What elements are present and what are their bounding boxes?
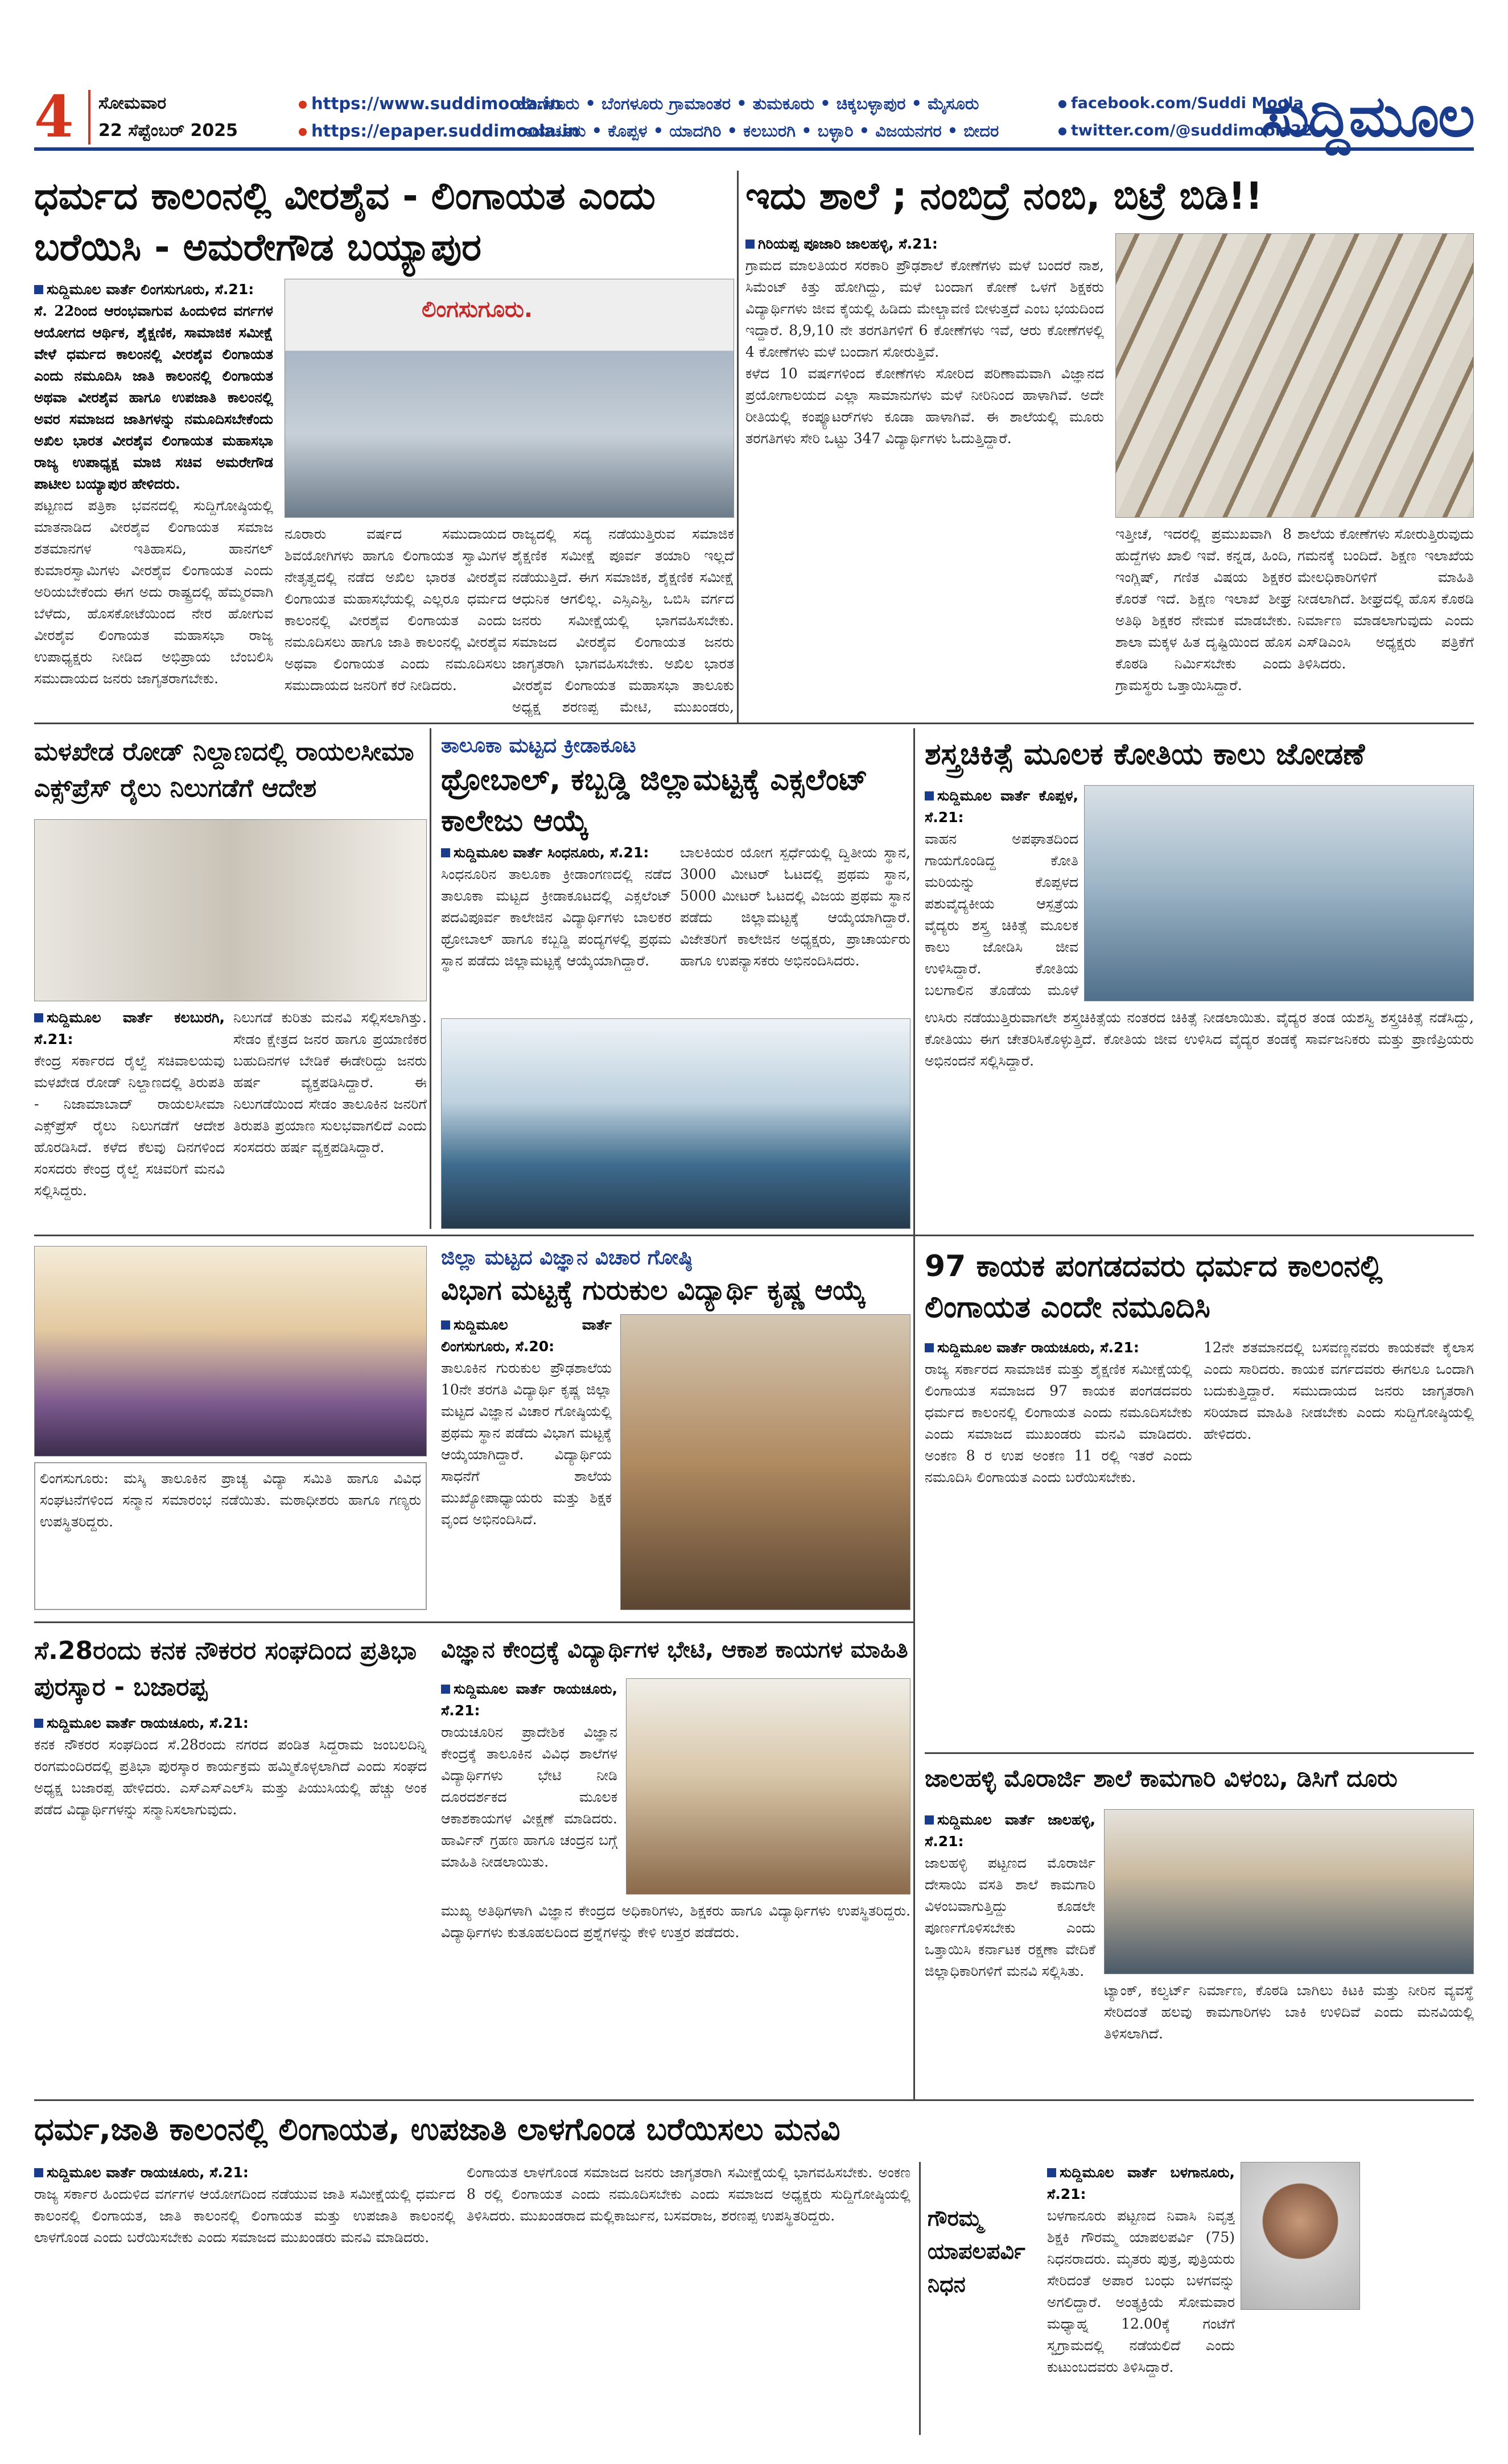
- column-divider: [430, 728, 431, 1229]
- issue-day: ಸೋಮವಾರ: [98, 93, 167, 113]
- article-9-body-1: ರಾಯಚೂರಿನ ಪ್ರಾದೇಶಿಕ ವಿಜ್ಞಾನ ಕೇಂದ್ರಕ್ಕೆ ತಾಲೂಕಿನ ವಿವಿಧ ಶಾಲೆಗಳ ವಿದ್ಯಾರ್ಥಿಗಳು ಭೇಟಿ ನೀಡಿ ದೂರದರ್ಶಕದ ಮೂಲಕ ಆಕಾಶಕಾಯಗಳ ವೀಕ್ಷಣೆ ಮಾಡಿದರು. ಹಾರ್ವಿನ್ ಗ್ರಹಣ ಹಾಗೂ ಚಂದ್ರನ ಬಗ್ಗೆ ಮಾಹಿತಿ ನೀಡಲಾಯಿತು.: [441, 1724, 617, 1870]
- cities-row-1: ಬೆಂಗಳೂರು • ಬೆಂಗಳೂರು ಗ್ರಾಮಾಂತರ • ತುಮಕೂರು • ಚಿಕ್ಕಬಳ್ಳಾಪುರ • ಮೈಸೂರು: [518, 94, 979, 113]
- article-5-body-2: ಉಸಿರು ನಡೆಯುತ್ತಿರುವಾಗಲೇ ಶಸ್ತ್ರಚಿಕಿತ್ಸೆಯ ನಂತರದ ಚಿಕಿತ್ಸೆ ನೀಡಲಾಯಿತು. ವೈದ್ಯರ ತಂಡ ಯಶಸ್ವಿ ಶಸ್ತ್ರಚಿಕಿತ್ಸೆ ನಡೆಸಿದ್ದು, ಕೋತಿಯು ಈಗ ಚೇತರಿಸಿಕೊಳ್ಳುತ್ತಿದೆ. ಕೋತಿಯ ಜೀವ ಉಳಿಸಿದ ವೈದ್ಯರ ತಂಡಕ್ಕೆ ಸಾರ್ವಜನಿಕರು ಮತ್ತು ಪ್ರಾಣಿಪ್ರಿಯರು ಅಭಿನಂದನೆ ಸಲ್ಲಿಸಿದ್ದಾರೆ.: [925, 1009, 1474, 1069]
- article-10-body-1: ಜಾಲಹಳ್ಳಿ ಪಟ್ಟಣದ ಮೊರಾರ್ಜಿ ದೇಸಾಯಿ ವಸತಿ ಶಾಲೆ ಕಾಮಗಾರಿ ವಿಳಂಬವಾಗುತ್ತಿದ್ದು ಕೂಡಲೇ ಪೂರ್ಣಗೊಳಿಸಬೇಕು ಎಂದು ಒತ್ತಾಯಿಸಿ ಕರ್ನಾಟಕ ರಕ್ಷಣಾ ವೇದಿಕೆ ಜಿಲ್ಲಾಧಿಕಾರಿಗಳಿಗೆ ಮನವಿ ಸಲ್ಲಿಸಿತು.: [925, 1855, 1095, 1979]
- article-7-body-2: 12ನೇ ಶತಮಾನದಲ್ಲಿ ಬಸವಣ್ಣನವರು ಕಾಯಕವೇ ಕೈಲಾಸ ಎಂದು ಸಾರಿದರು. ಕಾಯಕ ವರ್ಗದವರು ಈಗಲೂ ಒಂದಾಗಿ ಬದುಕುತ್ತಿದ್ದಾರೆ. ಸಮುದಾಯದ ಜನರು ಜಾಗೃತರಾಗಿ ಸರಿಯಾದ ಮಾಹಿತಿ ನೀಡಬೇಕು ಎಂದು ಸುದ್ದಿಗೋಷ್ಠಿಯಲ್ಲಿ ಹೇಳಿದರು.: [1204, 1339, 1474, 1442]
- article-2-body-2: ಕಳೆದ 10 ವರ್ಷಗಳಿಂದ ಕೋಣೆಗಳು ಸೋರಿದ ಪರಿಣಾಮವಾಗಿ ವಿಜ್ಞಾನದ ಪ್ರಯೋಗಾಲಯದ ಎಲ್ಲಾ ಸಾಮಾನುಗಳು ಮಳೆ ನೀರಿನಿಂದ ಹಾಳಾಗಿವೆ. ಅದೇ ರೀತಿಯಲ್ಲಿ ಕಂಪ್ಯೂಟರ್‌ಗಳು ಕೂಡಾ ಹಾಳಾಗಿವೆ. ಈ ಶಾಲೆಯಲ್ಲಿ ಮೂರು ತರಗತಿಗಳು ಸೇರಿ ಒಟ್ಟು 347 ವಿದ್ಯಾರ್ಥಿಗಳು ಓದುತ್ತಿದ್ದಾರೆ.: [745, 365, 1104, 447]
- article-7-headline: 97 ಕಾಯಕ ಪಂಗಡದವರು ಧರ್ಮದ ಕಾಲಂನಲ್ಲಿ ಲಿಂಗಾಯತ ಎಂದೇ ನಮೂದಿಸಿ: [925, 1249, 1383, 1324]
- article-2-byline: ಗಿರಿಯಪ್ಪ ಪೂಜಾರಿ ಜಾಲಹಳ್ಳಿ, ಸೆ.21:: [745, 233, 1104, 255]
- article-2-body-1: ಗ್ರಾಮದ ಮಾಲತಿಯರ ಸರಕಾರಿ ಪ್ರೌಢಶಾಲೆ ಕೋಣೆಗಳು ಮಳೆ ಬಂದರೆ ನಾಶ, ಸಿಮೆಂಟ್ ಕಿತ್ತು ಹೋಗಿದ್ದು, ಮಳೆ ಬಂದಾಗ ಕೋಣೆ ಒಳಗೆ ಶಿಕ್ಷಕರು ವಿದ್ಯಾರ್ಥಿಗಳು ಜೀವ ಕೈಯಲ್ಲಿ ಹಿಡಿದು ಮೇಲ್ಚಾವಣಿ ಬೀಳುತ್ತದೆ ಎಂಬ ಭಯದಿಂದ ಇದ್ದಾರೆ. 8,9,10 ನೇ ತರಗತಿಗಳಿಗೆ 6 ಕೋಣೆಗಳು ಇವೆ, ಆರು ಕೋಣೆಗಳಲ್ಲಿ 4 ಕೋಣೆಗಳು ಮಳೆ ಬಂದಾಗ ಸೋರುತ್ತಿವೆ.: [745, 257, 1104, 360]
- article-8-byline: ಸುದ್ದಿಮೂಲ ವಾರ್ತೆ ರಾಯಚೂರು, ಸೆ.21:: [34, 1712, 427, 1734]
- globe-icon: [299, 128, 307, 136]
- square-bullet-icon: [925, 1815, 934, 1825]
- article-11-column-1: [34, 2162, 455, 2435]
- row-divider: [34, 1235, 1474, 1236]
- article-4-column-1: [441, 842, 671, 1013]
- article-10-headline: ಜಾಲಹಳ್ಳಿ ಮೊರಾರ್ಜಿ ಶಾಲೆ ಕಾಮಗಾರಿ ವಿಳಂಬ, ಡಿಸಿಗೆ ದೂರು: [925, 1764, 1398, 1792]
- article-1-body-3: ರಾಜ್ಯದಲ್ಲಿ ಸದ್ಯ ನಡೆಯುತ್ತಿರುವ ಸಮಾಜಿಕ ಶೈಕ್ಷಣಿಕ ಸಮೀಕ್ಷೆ ಪೂರ್ವ ತಯಾರಿ ಇಲ್ಲದೆ ನಡೆಯುತ್ತಿದೆ. ಈಗ ಸಮಾಜಿಕ, ಶೈಕ್ಷಣಿಕ ಸಮೀಕ್ಷೆ ಆಧುನಿಕ ಆಗಲಿಲ್ಲ. ಎಸ್ಸಿಎಸ್ಟಿ, ಒಬಿಸಿ ವರ್ಗದ ಜನರು ಸಮೀಕ್ಷೆಯಲ್ಲಿ ಭಾಗವಹಿಸಬೇಕು. ಸಮಾಜದ ವೀರಶೈವ ಲಿಂಗಾಯತ ಜನರು ಜಾಗೃತರಾಗಿ ಭಾಗವಹಿಸಬೇಕು. ಅಖಿಲ ಭಾರತ ವೀರಶೈವ ಲಿಂಗಾಯತ ಮಹಾಸಭಾ ತಾಲೂಕು ಅಧ್ಯಕ್ಷ ಶರಣಪ್ಪ ಮೇಟಿ, ಮುಖಂಡರು,: [512, 526, 734, 715]
- article-9-column-1: [441, 1678, 617, 1895]
- article-2-ceiling-photo: [1115, 233, 1474, 518]
- article-2-headline: ಇದು ಶಾಲೆ ; ನಂಬಿದ್ರೆ ನಂಬಿ, ಬಿಟ್ರೆ ಬಿಡಿ!!: [745, 174, 1263, 218]
- square-bullet-icon: [34, 1719, 43, 1728]
- article-10-body-2: ಟ್ಯಾಂಕ್, ಕಲ್ವರ್ಟ್ ನಿರ್ಮಾಣ, ಕೊಠಡಿ ಬಾಗಿಲು ಕಿಟಕಿ ಮತ್ತು ನೀರಿನ ವ್ಯವಸ್ಥೆ ಸೇರಿದಂತೆ ಹಲವು ಕಾಮಗಾರಿಗಳು ಬಾಕಿ ಉಳಿದಿವೆ ಎಂದು ಮನವಿಯಲ್ಲಿ ತಿಳಿಸಲಾಗಿದೆ.: [1104, 1982, 1474, 2042]
- cities-row-2: ರಾಯಚೂರು • ಕೊಪ್ಪಳ • ಯಾದಗಿರಿ • ಕಲಬುರಗಿ • ಬಳ್ಳಾರಿ • ವಿಜಯನಗರ • ಬೀದರ: [518, 121, 999, 141]
- globe-icon: [299, 101, 307, 109]
- article-1-byline: ಸುದ್ದಿಮೂಲ ವಾರ್ತೆ ಲಿಂಗಸುಗೂರು, ಸೆ.21:: [34, 279, 273, 300]
- article-8-headline: ಸೆ.28ರಂದು ಕನಕ ನೌಕರರ ಸಂಘದಿಂದ ಪ್ರತಿಭಾ ಪುರಸ್ಕಾರ - ಬಜಾರಪ್ಪ: [34, 1636, 417, 1702]
- square-bullet-icon: [745, 240, 755, 249]
- article-3-column-1: [34, 1007, 225, 1229]
- article-1-lead: ಸೆ. 22ರಿಂದ ಆರಂಭವಾಗುವ ಹಿಂದುಳಿದ ವರ್ಗಗಳ ಆಯೋಗದ ಆರ್ಥಿಕ, ಶೈಕ್ಷಣಿಕ, ಸಾಮಾಜಿಕ ಸಮೀಕ್ಷೆ ವೇಳೆ ಧರ್ಮದ ಕಾಲಂನಲ್ಲಿ ವೀರಶೈವ ಲಿಂಗಾಯತ ಎಂದು ನಮೂದಿಸಿ ಜಾತಿ ಕಾಲಂನಲ್ಲಿ ಲಿಂಗಾಯತ ಅಥವಾ ವೀರಶೈವ ಹಾಗೂ ಉಪಜಾತಿ ಕಾಲಂನಲ್ಲಿ ಅವರ ಸಮಾಜದ ಜಾತಿಗಳನ್ನು ನಮೂದಿಸಬೇಕೆಂದು ಅಖಿಲ ಭಾರತ ವೀರಶೈವ ಲಿಂಗಾಯತ ಮಹಾಸಭಾ ರಾಜ್ಯ ಉಪಾಧ್ಯಕ್ಷ ಮಾಜಿ ಸಚಿವ ಅಮರೇಗೌಡ ಪಾಟೀಲ ಬಯ್ಯಾಪುರ ಹೇಳಿದರು.: [34, 303, 273, 492]
- article-6-column-1: [441, 1314, 612, 1610]
- page-number: 4: [34, 83, 74, 150]
- square-bullet-icon: [441, 1320, 450, 1330]
- article-6-left-caption: ಲಿಂಗಸುಗೂರು: ಮಸ್ಕಿ ತಾಲೂಕಿನ ಪ್ರಾಚ್ಯ ವಿದ್ಯಾ ಸಮಿತಿ ಹಾಗೂ ವಿವಿಧ ಸಂಘಟನೆಗಳಿಂದ ಸನ್ಮಾನ ಸಮಾರಂಭ ನಡೆಯಿತು. ಮಠಾಧೀಶರು ಹಾಗೂ ಗಣ್ಯರು ಉಪಸ್ಥಿತರಿದ್ದರು.: [34, 1462, 427, 1610]
- issue-date-text: 22 ಸೆಪ್ಟೆಂಬರ್ 2025: [98, 121, 238, 141]
- column-divider: [913, 728, 915, 2099]
- article-10-column-1: [925, 1809, 1095, 2094]
- row-divider: [34, 2099, 1474, 2101]
- article-4-headline: ಥ್ರೋಬಾಲ್, ಕಬ್ಬಡ್ಡಿ ಜಿಲ್ಲಾಮಟ್ಟಕ್ಕೆ ಎಕ್ಸಲೆಂಟ್ ಕಾಲೇಜು ಆಯ್ಕೆ: [441, 763, 868, 838]
- obituary-portrait: [1241, 2162, 1360, 2310]
- article-1-headline: ಧರ್ಮದ ಕಾಲಂನಲ್ಲಿ ವೀರಶೈವ - ಲಿಂಗಾಯತ ಎಂದು ಬರೆಯಿಸಿ - ಅಮರೇಗೌಡ ಬಯ್ಯಾಪುರ: [34, 174, 656, 269]
- photo-banner-text: ಲಿಂಗಸುಗೂರು.: [422, 296, 533, 323]
- article-7-byline: ಸುದ್ದಿಮೂಲ ವಾರ್ತೆ ರಾಯಚೂರು, ಸೆ.21:: [925, 1337, 1192, 1359]
- article-9-body-2: ಮುಖ್ಯ ಅತಿಥಿಗಳಾಗಿ ವಿಜ್ಞಾನ ಕೇಂದ್ರದ ಅಧಿಕಾರಿಗಳು, ಶಿಕ್ಷಕರು ಹಾಗೂ ವಿದ್ಯಾರ್ಥಿಗಳು ಉಪಸ್ಥಿತರಿದ್ದರು. ವಿದ್ಯಾರ್ಥಿಗಳು ಕುತೂಹಲದಿಂದ ಪ್ರಶ್ನೆಗಳನ್ನು ಕೇಳಿ ಉತ್ತರ ಪಡೆದರು.: [441, 1902, 910, 1941]
- facebook-link[interactable]: facebook.com/Suddi Moola: [1058, 90, 1312, 117]
- article-9-headline: ವಿಜ್ಞಾನ ಕೇಂದ್ರಕ್ಕೆ ವಿದ್ಯಾರ್ಥಿಗಳ ಭೇಟಿ, ಆಕಾಶ ಕಾಯಗಳ ಮಾಹಿತಿ: [441, 1637, 908, 1663]
- row-divider: [925, 1752, 1474, 1754]
- square-bullet-icon: [1047, 2168, 1056, 2177]
- article-11-body-1: ರಾಜ್ಯ ಸರ್ಕಾರ ಹಿಂದುಳಿದ ವರ್ಗಗಳ ಆಯೋಗದಿಂದ ನಡೆಯುವ ಜಾತಿ ಸಮೀಕ್ಷೆಯಲ್ಲಿ ಧರ್ಮದ ಕಾಲಂನಲ್ಲಿ ಲಿಂಗಾಯತ, ಜಾತಿ ಕಾಲಂನಲ್ಲಿ ಲಿಂಗಾಯತ ಮತ್ತು ಉಪಜಾತಿ ಕಾಲಂನಲ್ಲಿ ಲಾಳಗೊಂಡ ಎಂದು ಬರೆಯಿಸಬೇಕು ಎಂದು ಸಮಾಜದ ಮುಖಂಡರು ಮನವಿ ಮಾಡಿದರು.: [34, 2186, 455, 2246]
- row-divider: [34, 1621, 913, 1623]
- article-1-lead-column: [34, 279, 273, 717]
- article-9-telescope-photo: [626, 1678, 910, 1895]
- twitter-icon: [1058, 127, 1066, 135]
- article-2-body-3: ಇತ್ತೀಚೆ, ಇದರಲ್ಲಿ ಪ್ರಮುಖವಾಗಿ 8 ಹುದ್ದೆಗಳು ಖಾಲಿ ಇವೆ. ಕನ್ನಡ, ಹಿಂದಿ, ಇಂಗ್ಲಿಷ್, ಗಣಿತ ವಿಷಯ ಶಿಕ್ಷಕರ ಕೊರತೆ ಇದೆ. ಶಿಕ್ಷಣ ಇಲಾಖೆ ಶೀಘ್ರ ಅತಿಥಿ ಶಿಕ್ಷಕರ ನೇಮಕ ಮಾಡಬೇಕು. ಶಾಲಾ ಮಕ್ಕಳ ಹಿತ ದೃಷ್ಟಿಯಿಂದ ಹೊಸ ಕೊಠಡಿ ನಿರ್ಮಿಸಬೇಕು ಎಂದು ಗ್ರಾಮಸ್ಥರು ಒತ್ತಾಯಿಸಿದ್ದಾರೆ.: [1115, 526, 1292, 694]
- article-5-byline: ಸುದ್ದಿಮೂಲ ವಾರ್ತೆ ಕೊಪ್ಪಳ, ಸೆ.21:: [925, 787, 1078, 826]
- article-10-byline: ಸುದ್ದಿಮೂಲ ವಾರ್ತೆ ಜಾಲಹಳ್ಳಿ, ಸೆ.21:: [925, 1811, 1095, 1850]
- article-7-column-1: [925, 1337, 1192, 1747]
- article-6-headline: ವಿಭಾಗ ಮಟ್ಟಕ್ಕೆ ಗುರುಕುಲ ವಿದ್ಯಾರ್ಥಿ ಕೃಷ್ಣ ಆಯ್ಕೆ: [441, 1274, 866, 1306]
- article-4-body-2: ಬಾಲಕಿಯರ ಯೋಗ ಸ್ಪರ್ಧೆಯಲ್ಲಿ ದ್ವಿತೀಯ ಸ್ಥಾನ, 3000 ಮೀಟರ್ ಓಟದಲ್ಲಿ ಪ್ರಥಮ ಸ್ಥಾನ, 5000 ಮೀಟರ್ ಓಟದಲ್ಲಿ ವಿಜಯ ಪ್ರಥಮ ಸ್ಥಾನ ಪಡೆದು ಜಿಲ್ಲಾಮಟ್ಟಕ್ಕೆ ಆಯ್ಕೆಯಾಗಿದ್ದಾರೆ. ವಿಜೇತರಿಗೆ ಕಾಲೇಜಿನ ಅಧ್ಯಕ್ಷರು, ಪ್ರಾಚಾರ್ಯರು ಹಾಗೂ ಉಪನ್ಯಾಸಕರು ಅಭಿನಂದಿಸಿದರು.: [680, 844, 910, 969]
- article-1-body-1: ಪಟ್ಟಣದ ಪತ್ರಿಕಾ ಭವನದಲ್ಲಿ ಸುದ್ದಿಗೋಷ್ಠಿಯಲ್ಲಿ ಮಾತನಾಡಿದ ವೀರಶೈವ ಲಿಂಗಾಯತ ಸಮಾಜ ಶತಮಾನಗಳ ಇತಿಹಾಸದಿ, ಹಾನಗಲ್ ಕುಮಾರಸ್ವಾಮಿಗಳು ವೀರಶೈವ ಲಿಂಗಾಯತ ಎಂದು ಅರಿಯಬೇಕೆಂದು ಈಗ ಅದು ರಾಷ್ಟ್ರದಲ್ಲಿ ಹೆಮ್ಮರವಾಗಿ ಬೆಳೆದು, ಹೊಸಕೋಟೆಯಿಂದ ನೇರ ಹೋಗುವ ವೀರಶೈವ ಲಿಂಗಾಯತ ಮಹಾಸಭಾ ರಾಜ್ಯ ಉಪಾಧ್ಯಕ್ಷರು ನೀಡಿದ ಅಭಿಪ್ರಾಯ ಬೆಂಬಲಿಸಿ ಸಮುದಾಯದ ಜನರು ಜಾಗೃತರಾಗಬೇಕು.: [34, 497, 273, 687]
- article-7-body-1: ರಾಜ್ಯ ಸರ್ಕಾರದ ಸಾಮಾಜಿಕ ಮತ್ತು ಶೈಕ್ಷಣಿಕ ಸಮೀಕ್ಷೆಯಲ್ಲಿ ಲಿಂಗಾಯತ ಸಮಾಜದ 97 ಕಾಯಕ ಪಂಗಡದವರು ಧರ್ಮದ ಕಾಲಂನಲ್ಲಿ ಲಿಂಗಾಯತ ಎಂದು ನಮೂದಿಸಬೇಕು ಎಂದು ಸಮಾಜದ ಮುಖಂಡರು ಮನವಿ ಮಾಡಿದರು. ಅಂಕಣ 8 ರ ಉಪ ಅಂಕಣ 11 ರಲ್ಲಿ ಇತರೆ ಎಂದು ನಮೂದಿಸಿ ಲಿಂಗಾಯತ ಎಂದು ಬರೆಯಿಸಬೇಕು.: [925, 1361, 1192, 1485]
- article-12-body-1: ಬಳಗಾನೂರು ಪಟ್ಟಣದ ನಿವಾಸಿ ನಿವೃತ್ತ ಶಿಕ್ಷಕಿ ಗೌರಮ್ಮ ಯಾಪಲಪರ್ವಿ (75) ನಿಧನರಾದರು. ಮೃತರು ಪುತ್ರ, ಪುತ್ರಿಯರು ಸೇರಿದಂತೆ ಅಪಾರ ಬಂಧು ಬಳಗವನ್ನು ಅಗಲಿದ್ದಾರೆ. ಅಂತ್ಯಕ್ರಿಯೆ ಸೋಮವಾರ ಮಧ್ಯಾಹ್ನ 12.00ಕ್ಕೆ ಗಂಟೆಗೆ ಸ್ವಗ್ರಾಮದಲ್ಲಿ ನಡೆಯಲಿದೆ ಎಂದು ಕುಟುಂಬದವರು ತಿಳಿಸಿದ್ದಾರೆ.: [1047, 2207, 1235, 2375]
- article-4-body-1: ಸಿಂಧನೂರಿನ ತಾಲೂಕಾ ಕ್ರೀಡಾಂಗಣದಲ್ಲಿ ನಡೆದ ತಾಲೂಕಾ ಮಟ್ಟದ ಕ್ರೀಡಾಕೂಟದಲ್ಲಿ ಎಕ್ಸಲೆಂಟ್ ಪದವಿಪೂರ್ವ ಕಾಲೇಜಿನ ವಿದ್ಯಾರ್ಥಿಗಳು ಬಾಲಕರ ಥ್ರೋಬಾಲ್ ಹಾಗೂ ಕಬ್ಬಡ್ಡಿ ಪಂದ್ಯಗಳಲ್ಲಿ ಪ್ರಥಮ ಸ್ಥಾನ ಪಡೆದು ಜಿಲ್ಲಾಮಟ್ಟಕ್ಕೆ ಆಯ್ಕೆಯಾಗಿದ್ದಾರೆ.: [441, 866, 671, 969]
- article-10-memorandum-photo: [1104, 1809, 1474, 1974]
- article-1-body-2: ನೂರಾರು ವರ್ಷದ ಸಮುದಾಯದ ಶಿವಯೋಗಿಗಳು ಹಾಗೂ ಲಿಂಗಾಯತ ಸ್ವಾಮಿಗಳ ನೇತೃತ್ವದಲ್ಲಿ ನಡೆದ ಅಖಿಲ ಭಾರತ ವೀರಶೈವ ಲಿಂಗಾಯತ ಮಹಾಸಭೆಯಲ್ಲಿ ಎಲ್ಲರೂ ಧರ್ಮದ ಕಾಲಂನಲ್ಲಿ ವೀರಶೈವ ಲಿಂಗಾಯತ ಎಂದು ನಮೂದಿಸಲು ಹಾಗೂ ಜಾತಿ ಕಾಲಂನಲ್ಲಿ ವೀರಶೈವ ಅಥವಾ ಲಿಂಗಾಯತ ಎಂದು ನಮೂದಿಸಲು ಸಮುದಾಯದ ಜನರಿಗೆ ಕರೆ ನೀಡಿದರು.: [285, 526, 506, 694]
- square-bullet-icon: [441, 848, 450, 857]
- facebook-icon: [1058, 100, 1066, 108]
- article-4-byline: ಸುದ್ದಿಮೂಲ ವಾರ್ತೆ ಸಿಂಧನೂರು, ಸೆ.21:: [441, 842, 671, 864]
- masthead-logo: ಸುದ್ದಿಮೂಲ: [1260, 82, 1474, 150]
- article-5-surgery-photo: [1084, 785, 1474, 1001]
- article-3-photo: [34, 819, 427, 1001]
- article-3-body-1: ಕೇಂದ್ರ ಸರ್ಕಾರದ ರೈಲ್ವೆ ಸಚಿವಾಲಯವು ಮಳಖೇಡ ರೋಡ್ ನಿಲ್ದಾಣದಲ್ಲಿ ತಿರುಪತಿ - ನಿಜಾಮಾಬಾದ್ ರಾಯಲಸೀಮಾ ಎಕ್ಸ್‌ಪ್ರೆಸ್ ರೈಲು ನಿಲುಗಡೆಗೆ ಆದೇಶ ಹೊರಡಿಸಿದೆ. ಕಳೆದ ಕೆಲವು ದಿನಗಳಿಂದ ಸಂಸದರು ಕೇಂದ್ರ ರೈಲ್ವೆ ಸಚಿವರಿಗೆ ಮನವಿ ಸಲ್ಲಿಸಿದ್ದರು.: [34, 1053, 225, 1199]
- article-8-column: [34, 1712, 427, 2094]
- article-6-body-1: ತಾಲೂಕಿನ ಗುರುಕುಲ ಪ್ರೌಢಶಾಲೆಯ 10ನೇ ತರಗತಿ ವಿದ್ಯಾರ್ಥಿ ಕೃಷ್ಣ ಜಿಲ್ಲಾ ಮಟ್ಟದ ವಿಜ್ಞಾನ ವಿಚಾರ ಗೋಷ್ಠಿಯಲ್ಲಿ ಪ್ರಥಮ ಸ್ಥಾನ ಪಡೆದು ವಿಭಾಗ ಮಟ್ಟಕ್ಕೆ ಆಯ್ಕೆಯಾಗಿದ್ದಾರೆ. ವಿದ್ಯಾರ್ಥಿಯ ಸಾಧನೆಗೆ ಶಾಲೆಯ ಮುಖ್ಯೋಪಾಧ್ಯಾಯರು ಮತ್ತು ಶಿಕ್ಷಕ ವೃಂದ ಅಭಿನಂದಿಸಿದೆ.: [441, 1360, 612, 1528]
- article-3-byline: ಸುದ್ದಿಮೂಲ ವಾರ್ತೆ ಕಲಬುರಗಿ, ಸೆ.21:: [34, 1009, 225, 1047]
- article-6-byline: ಸುದ್ದಿಮೂಲ ವಾರ್ತೆ ಲಿಂಗಸುಗೂರು, ಸೆ.20:: [441, 1316, 612, 1355]
- article-11-body-2: ಲಿಂಗಾಯತ ಲಾಳಗೊಂಡ ಸಮಾಜದ ಜನರು ಜಾಗೃತರಾಗಿ ಸಮೀಕ್ಷೆಯಲ್ಲಿ ಭಾಗವಹಿಸಬೇಕು. ಅಂಕಣ 8 ರಲ್ಲಿ ಲಿಂಗಾಯತ ಎಂದು ನಮೂದಿಸಬೇಕು ಎಂದು ಸಮಾಜದ ಅಧ್ಯಕ್ಷರು ಸುದ್ದಿಗೋಷ್ಠಿಯಲ್ಲಿ ತಿಳಿಸಿದರು. ಮುಖಂಡರಾದ ಮಲ್ಲಿಕಾರ್ಜುನ, ಬಸವರಾಜ, ಶರಣಪ್ಪ ಉಪಸ್ಥಿತರಿದ್ದರು.: [467, 2164, 910, 2224]
- epaper-link[interactable]: https://epaper.suddimoola.in: [299, 117, 579, 145]
- article-2-column-1: [745, 233, 1104, 717]
- article-12-byline: ಸುದ್ದಿಮೂಲ ವಾರ್ತೆ ಬಳಗಾನೂರು, ಸೆ.21:: [1047, 2164, 1235, 2202]
- article-8-body-1: ಕನಕ ನೌಕರರ ಸಂಘದಿಂದ ಸೆ.28ರಂದು ನಗರದ ಪಂಡಿತ ಸಿದ್ದರಾಮ ಜಂಬಲದಿನ್ನಿ ರಂಗಮಂದಿರದಲ್ಲಿ ಪ್ರತಿಭಾ ಪುರಸ್ಕಾರ ಕಾರ್ಯಕ್ರಮ ಹಮ್ಮಿಕೊಳ್ಳಲಾಗಿದೆ ಎಂದು ಸಂಘದ ಅಧ್ಯಕ್ಷ ಬಜಾರಪ್ಪ ಹೇಳಿದರು. ಎಸ್ಎಸ್ಎಲ್‌ಸಿ ಮತ್ತು ಪಿಯುಸಿಯಲ್ಲಿ ಹೆಚ್ಚು ಅಂಕ ಪಡೆದ ವಿದ್ಯಾರ್ಥಿಗಳನ್ನು ಸನ್ಮಾನಿಸಲಾಗುವುದು.: [34, 1736, 427, 1818]
- article-5-body-1: ವಾಹನ ಅಪಘಾತದಿಂದ ಗಾಯಗೊಂಡಿದ್ದ ಕೋತಿ ಮರಿಯನ್ನು ಕೊಪ್ಪಳದ ಪಶುವೈದ್ಯಕೀಯ ಆಸ್ಪತ್ರೆಯ ವೈದ್ಯರು ಶಸ್ತ್ರ ಚಿಕಿತ್ಸೆ ಮೂಲಕ ಕಾಲು ಜೋಡಿಸಿ ಜೀವ ಉಳಿಸಿದ್ದಾರೆ. ಕೋತಿಯ ಬಲಗಾಲಿನ ತೊಡೆಯ ಮೂಳೆ: [925, 831, 1078, 998]
- article-6-left-photo: [34, 1246, 427, 1456]
- article-12-headline: ಗೌರಮ್ಮ ಯಾಪಲಪರ್ವಿ ನಿಧನ: [928, 2206, 1025, 2297]
- article-11-headline: ಧರ್ಮ,ಜಾತಿ ಕಾಲಂನಲ್ಲಿ ಲಿಂಗಾಯತ, ಉಪಜಾತಿ ಲಾಳಗೊಂಡ ಬರೆಯಿಸಲು ಮನವಿ: [34, 2111, 840, 2147]
- article-5-column-1: [925, 785, 1078, 1001]
- article-4-kicker: ತಾಲೂಕಾ ಮಟ್ಟದ ಕ್ರೀಡಾಕೂಟ: [441, 734, 636, 757]
- article-11-byline: ಸುದ್ದಿಮೂಲ ವಾರ್ತೆ ರಾಯಚೂರು, ಸೆ.21:: [34, 2162, 455, 2184]
- article-3-body-2: ನಿಲುಗಡೆ ಕುರಿತು ಮನವಿ ಸಲ್ಲಿಸಲಾಗಿತ್ತು. ಸೇಡಂ ಕ್ಷೇತ್ರದ ಜನರ ಹಾಗೂ ಪ್ರಯಾಣಿಕರ ಬಹುದಿನಗಳ ಬೇಡಿಕೆ ಈಡೇರಿದ್ದು ಜನರು ಹರ್ಷ ವ್ಯಕ್ತಪಡಿಸಿದ್ದಾರೆ. ಈ ನಿಲುಗಡೆಯಿಂದ ಸೇಡಂ ತಾಲೂಕಿನ ಜನರಿಗೆ ತಿರುಪತಿ ಪ್ರಯಾಣ ಸುಲಭವಾಗಲಿದೆ ಎಂದು ಸಂಸದರು ಹರ್ಷ ವ್ಯಕ್ತಪಡಿಸಿದ್ದಾರೆ.: [233, 1009, 427, 1155]
- row-divider: [34, 723, 1474, 724]
- square-bullet-icon: [441, 1685, 450, 1694]
- square-bullet-icon: [34, 1013, 43, 1022]
- article-6-kicker: ಜಿಲ್ಲಾ ಮಟ್ಟದ ವಿಜ್ಞಾನ ವಿಚಾರ ಗೋಷ್ಠಿ: [441, 1246, 693, 1269]
- article-9-byline: ಸುದ್ದಿಮೂಲ ವಾರ್ತೆ ರಾಯಚೂರು, ಸೆ.21:: [441, 1681, 617, 1719]
- column-divider: [919, 2162, 921, 2435]
- square-bullet-icon: [34, 285, 43, 294]
- square-bullet-icon: [925, 1343, 934, 1352]
- article-5-headline: ಶಸ್ತ್ರಚಿಕಿತ್ಸೆ ಮೂಲಕ ಕೋತಿಯ ಕಾಲು ಜೋಡಣೆ: [925, 737, 1365, 771]
- article-12-column: [1047, 2162, 1235, 2435]
- article-3-headline: ಮಳಖೇಡ ರೋಡ್ ನಿಲ್ದಾಣದಲ್ಲಿ ರಾಯಲಸೀಮಾ ಎಕ್ಸ್‌ಪ್ರೆಸ್ ರೈಲು ನಿಲುಗಡೆಗೆ ಆದೇಶ: [34, 737, 414, 803]
- article-4-team-photo: [441, 1018, 910, 1229]
- column-divider: [737, 171, 739, 723]
- article-1-photo: [285, 279, 734, 518]
- square-bullet-icon: [925, 791, 934, 800]
- article-6-award-photo: [620, 1314, 910, 1610]
- page-header: [34, 82, 1474, 151]
- website-link[interactable]: https://www.suddimoola.in: [299, 90, 579, 117]
- twitter-link[interactable]: twitter.com/@suddimoola22: [1058, 117, 1312, 145]
- issue-date: [88, 90, 287, 145]
- article-2-body-4: ಶಾಲೆಯ ಕೋಣೆಗಳು ಸೋರುತ್ತಿರುವುದು ಗಮನಕ್ಕೆ ಬಂದಿದೆ. ಶಿಕ್ಷಣ ಇಲಾಖೆಯ ಮೇಲಧಿಕಾರಿಗಳಿಗೆ ಮಾಹಿತಿ ನೀಡಲಾಗಿದೆ. ಶೀಘ್ರದಲ್ಲಿ ಹೊಸ ಕೊಠಡಿ ನಿರ್ಮಾಣ ಮಾಡಲಾಗುವುದು ಎಂದು ಎಸ್‌ಡಿಎಂಸಿ ಅಧ್ಯಕ್ಷರು ಪತ್ರಿಕೆಗೆ ತಿಳಿಸಿದರು.: [1297, 526, 1474, 672]
- square-bullet-icon: [34, 2168, 43, 2177]
- edition-cities: [518, 90, 1053, 145]
